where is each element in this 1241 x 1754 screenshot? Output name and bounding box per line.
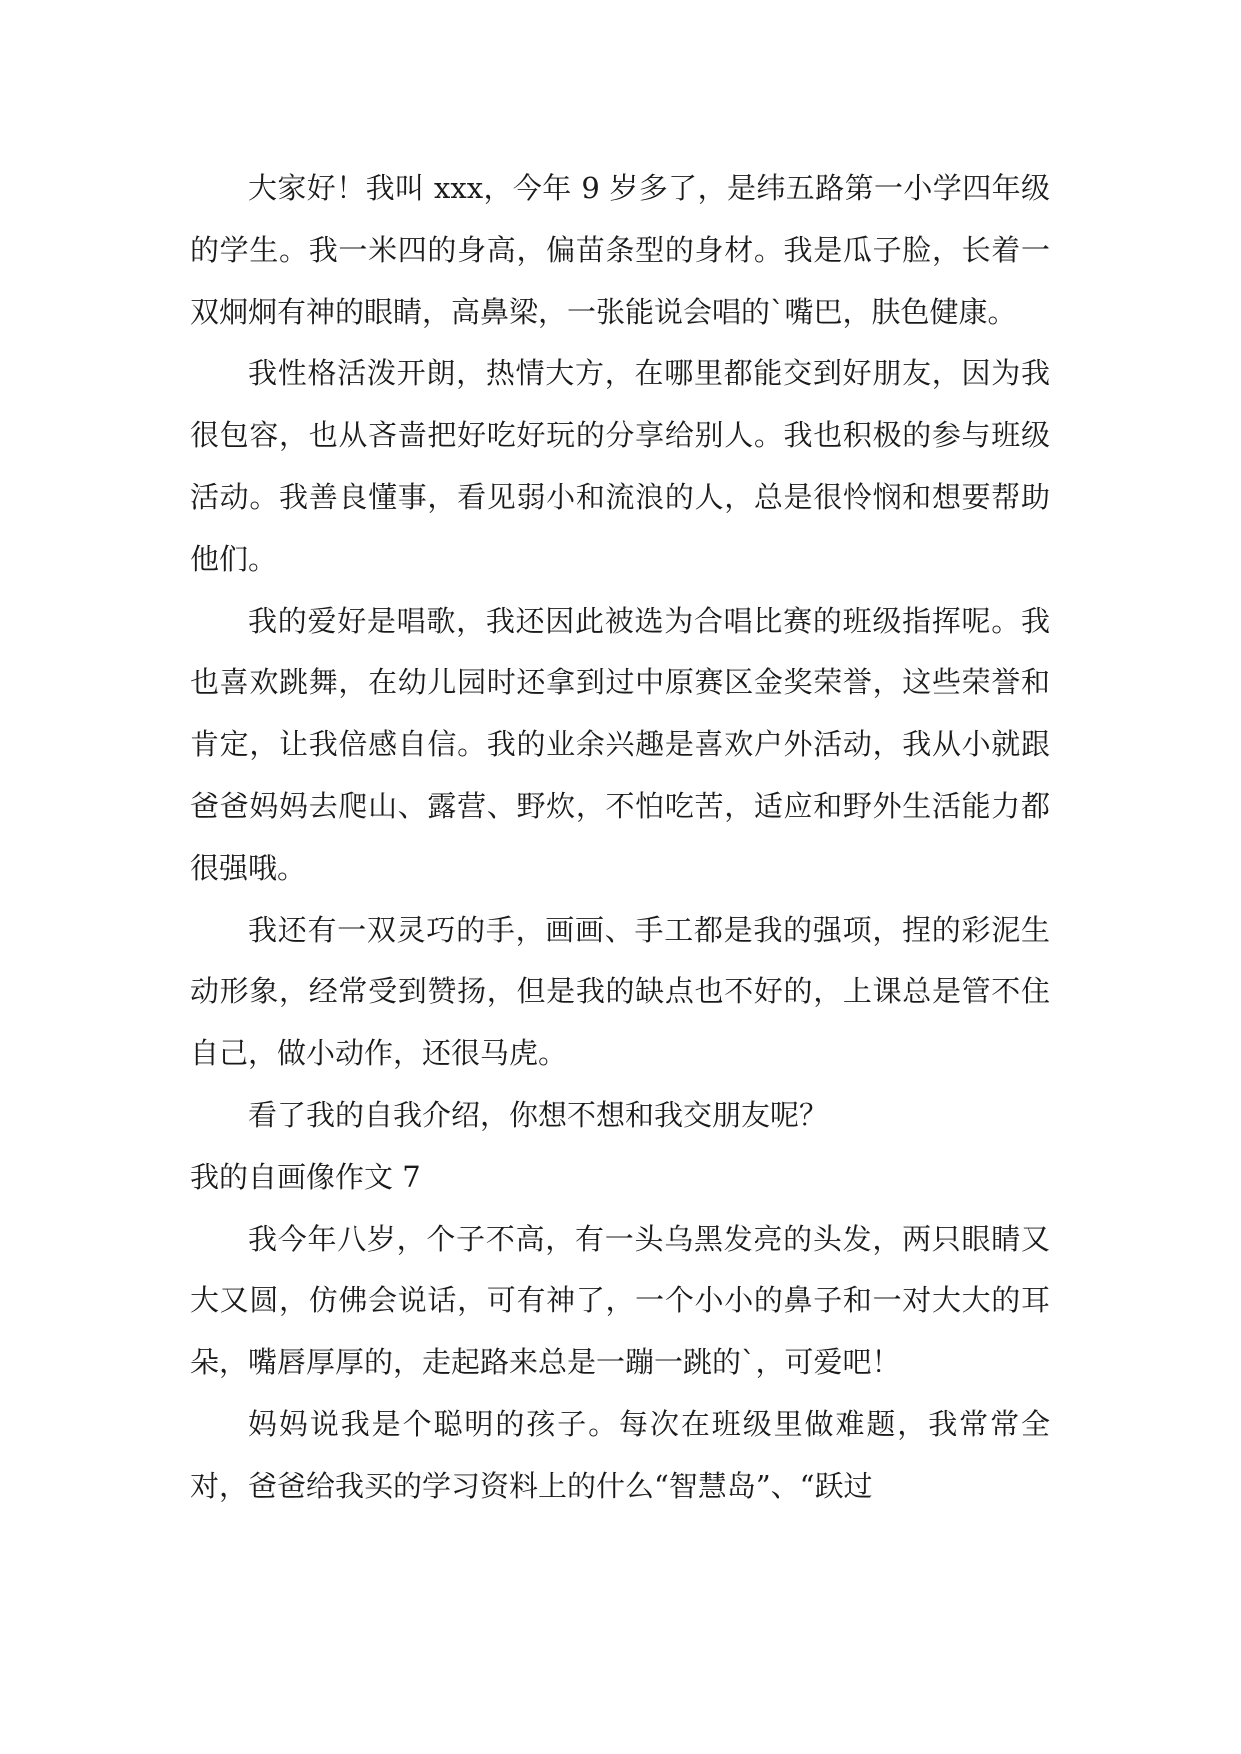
paragraph: 大家好！我叫 xxx，今年 9 岁多了，是纬五路第一小学四年级的学生。我一米四的身高，偏苗条型的身材。我是瓜子脸，长着一双炯炯有神的眼睛，高鼻梁，一张能说会唱的`嘴巴，肤色健康。 xyxy=(190,171,1050,329)
paragraph: 我性格活泼开朗，热情大方，在哪里都能交到好朋友，因为我很包容，也从吝啬把好吃好玩的分享给别人。我也积极的参与班级活动。我善良懂事，看见弱小和流浪的人，总是很怜悯和想要帮助他们。 xyxy=(190,356,1050,576)
section-heading: 我的自画像作文 7 xyxy=(190,1159,421,1194)
paragraph: 妈妈说我是个聪明的孩子。每次在班级里做难题，我常常全对，爸爸给我买的学习资料上的什么“智慧岛”、“跃过 xyxy=(190,1406,1050,1503)
paragraph: 看了我的自我介绍，你想不想和我交朋友呢？ xyxy=(248,1097,829,1132)
paragraph: 我还有一双灵巧的手，画画、手工都是我的强项，捏的彩泥生动形象，经常受到赞扬，但是我的缺点也不好的，上课总是管不住自己，做小动作，还很马虎。 xyxy=(190,912,1050,1071)
paragraph: 我今年八岁，个子不高，有一头乌黑发亮的头发，两只眼睛又大又圆，仿佛会说话，可有神了，一个小小的鼻子和一对大大的耳朵，嘴唇厚厚的，走起路来总是一蹦一跳的`，可爱吧！ xyxy=(190,1221,1050,1380)
document-body xyxy=(190,158,1050,1518)
paragraph: 我的爱好是唱歌，我还因此被选为合唱比赛的班级指挥呢。我也喜欢跳舞，在幼儿园时还拿到过中原赛区金奖荣誉，这些荣誉和肯定，让我倍感自信。我的业余兴趣是喜欢户外活动，我从小就跟爸爸妈妈去爬山、露营、野炊，不怕吃苦，适应和野外生活能力都很强哦。 xyxy=(190,603,1050,885)
